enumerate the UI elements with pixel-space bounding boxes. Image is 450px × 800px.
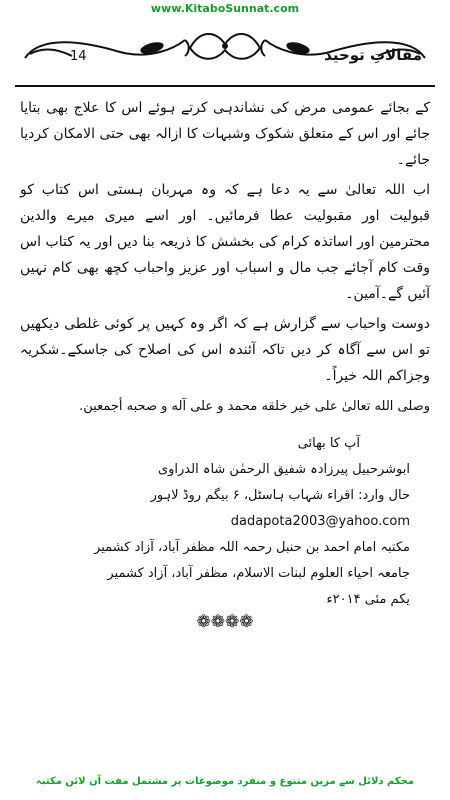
page-number: 14 [70,49,87,64]
page-body [20,95,430,421]
paragraph: دوست واحباب سے گزارش ہے کہ اگر وہ کہیں پر کوئی غلطی دیکھیں تو اس سے آگاہ کر دیں تاکہ آئندہ اس کی اصلاح کی جاسکے۔شکریہ وجزاکم اللہ خیراً۔ [20,316,430,384]
page-header [0,18,450,90]
author-address: حال وارد: اقراء شہاب ہاسٹل، ۶ بیگم روڈ لاہور [150,488,410,503]
paragraph: اب اللہ تعالیٰ سے یہ دعا ہے کہ وہ مہربان ہستی اس کتاب کو قبولیت اور مقبولیت عطا فرمائیں۔ اور اسے میری میرے والدین محترمین اور اساتذہ کرام کی بخشش کا ذریعہ بنا دیں اور یہ کتاب اس وقت کام آجائے جب مال و اسباب اور عزیز واحباب کچھ بھی کام نہیں آئیں گے۔آمین۔ [20,182,430,302]
signature-intro: آپ کا بھائی [297,436,360,451]
arabic-closing-prayer: وصلى الله تعالىٰ على خير خلقه محمد و على آله و صحبه أجمعين. [79,399,430,414]
ornament-divider [0,612,450,632]
signature-date: یکم مئی ۲۰۱۴ء [326,592,410,607]
flower-ornament-icon: ❁❁❁❁ [196,612,254,632]
author-email[interactable]: dadapota2003@yahoo.com [230,514,410,529]
paragraph: کے بجائے عمومی مرض کی نشاندہی کرتے ہوئے اس کا علاج بھی بتایا جائے اور اس کے متعلق شکوک وشبہات کا ازالہ بھی حتی الامکان کردیا جائے۔ [20,100,430,168]
institution-line: مکتبہ امام احمد بن حنبل رحمہ اللہ مظفر آباد، آزاد کشمیر [94,540,410,555]
footer-tagline: محکم دلائل سے مزین متنوع و منفرد موضوعات پر مشتمل مفت آن لائن مکتبہ [35,776,415,787]
signature-block [30,431,410,613]
author-name: ابوشرحبیل پیرزادہ شفیق الرحمٰن شاہ الدراوی [157,462,410,477]
institution-line: جامعہ احیاء العلوم لبنات الاسلام، مظفر آباد، آزاد کشمیر [107,566,410,581]
site-url[interactable]: www.KitaboSunnat.com [150,2,300,15]
book-title: مقالاتِ توحید [324,46,422,64]
